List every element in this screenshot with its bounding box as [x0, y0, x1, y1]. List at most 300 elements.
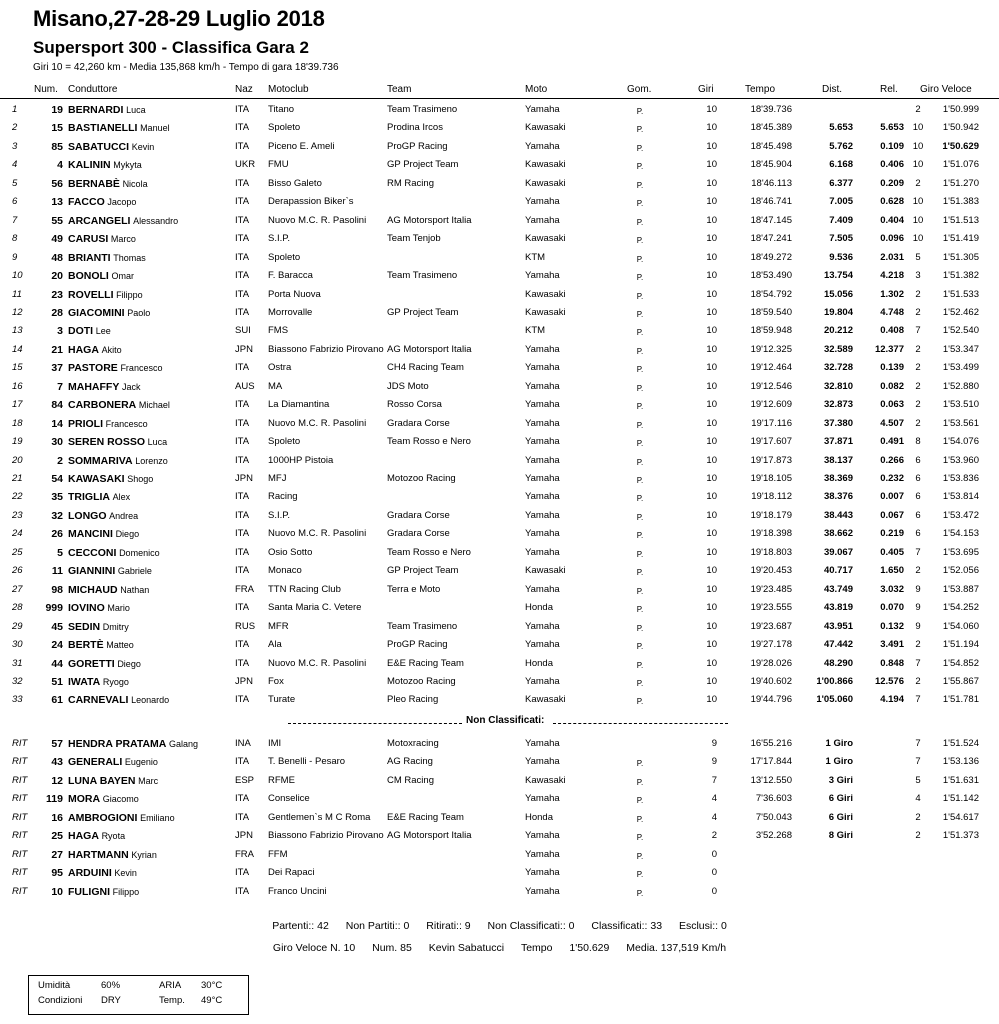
row-fastest-lap-number: 10: [912, 159, 924, 171]
row-laps: 10: [706, 436, 717, 448]
row-team: AG Racing: [387, 756, 433, 768]
weather-box: [28, 975, 249, 1015]
row-nation: ITA: [235, 436, 250, 448]
row-driver: [68, 156, 142, 176]
driver-surname: FULIGNI: [68, 885, 110, 898]
row-motoclub: Franco Uncini: [268, 885, 327, 897]
row-team: ProGP Racing: [387, 639, 448, 651]
row-tyre: P.: [636, 697, 644, 707]
driver-surname: SEREN ROSSO: [68, 436, 146, 449]
row-bike: Yamaha: [525, 546, 560, 558]
row-position: 32: [12, 675, 23, 687]
driver-first-name: Emiliano: [140, 812, 175, 823]
row-laps: 10: [706, 140, 717, 152]
row-motoclub: Biassono Fabrizio Pirovano: [268, 343, 384, 355]
row-motoclub: T. Benelli - Pesaro: [268, 756, 346, 768]
row-driver: [68, 193, 136, 213]
row-motoclub: Spoleto: [268, 436, 301, 448]
row-gap: 19.804: [823, 306, 853, 318]
row-position: 21: [12, 473, 23, 484]
row-fastest-lap-time: 1'53.136: [942, 756, 979, 768]
row-bike: Honda: [525, 657, 553, 669]
result-row: [0, 581, 999, 600]
row-fastest-lap-number: 5: [915, 774, 921, 786]
row-gap: 13.754: [823, 270, 853, 282]
row-nation: ITA: [235, 177, 250, 189]
row-number: 35: [51, 491, 63, 504]
row-team: Team Tenjob: [387, 233, 441, 245]
retired-row: [0, 883, 999, 902]
row-driver: [68, 230, 136, 250]
row-fastest-lap-number: 2: [915, 639, 921, 651]
row-number: 32: [51, 509, 63, 522]
row-team: Team Trasimeno: [387, 270, 458, 282]
row-number: 27: [51, 848, 63, 861]
row-team: Motoxracing: [387, 738, 439, 749]
col-gom: Gom.: [627, 84, 652, 95]
driver-surname: HENDRA PRATAMA: [68, 738, 167, 750]
row-position: RIT: [12, 738, 28, 749]
driver-surname: CECCONI: [68, 546, 117, 559]
result-row: [0, 304, 999, 323]
result-row: [0, 691, 999, 710]
row-time: 18'47.145: [750, 214, 792, 226]
row-tyre: P.: [636, 162, 644, 172]
result-row: [0, 341, 999, 360]
row-tyre: P.: [636, 796, 644, 806]
fastest-lap-tempo-label: Tempo: [520, 942, 553, 954]
row-team: AG Motorsport Italia: [387, 830, 472, 842]
result-row: [0, 470, 999, 489]
row-interval: 0.209: [880, 177, 904, 189]
result-row: [0, 673, 999, 692]
row-bike: Yamaha: [525, 380, 560, 392]
driver-surname: SEDIN: [68, 620, 101, 633]
row-gap: 1 Giro: [825, 738, 853, 749]
row-tyre: P.: [636, 346, 644, 356]
row-tyre: P.: [636, 180, 644, 190]
row-time: 19'12.609: [750, 399, 792, 411]
row-interval: 0.082: [880, 380, 904, 392]
row-motoclub: Gentlemen`s M C Roma: [268, 811, 371, 823]
row-gap: 7.005: [829, 196, 853, 208]
row-motoclub: Biassono Fabrizio Pirovano: [268, 830, 384, 842]
result-row: [0, 636, 999, 655]
row-fastest-lap-number: 7: [915, 657, 921, 669]
row-team: Gradara Corse: [387, 528, 450, 540]
row-driver: [68, 618, 129, 638]
row-interval: 0.491: [880, 436, 904, 448]
summary-counts: [0, 920, 999, 932]
row-fastest-lap-number: 8: [915, 436, 921, 448]
row-position: RIT: [12, 793, 28, 805]
conditions-value: DRY: [101, 995, 121, 1006]
row-interval: 1.650: [880, 565, 904, 577]
row-time: 18'54.792: [750, 288, 792, 300]
row-position: 19: [12, 436, 23, 448]
row-fastest-lap-time: 1'52.880: [942, 380, 979, 392]
row-number: 44: [51, 657, 63, 670]
row-time: 18'45.904: [750, 159, 792, 171]
row-position: RIT: [12, 756, 28, 768]
row-bike: Yamaha: [525, 436, 560, 448]
row-motoclub: FFM: [268, 848, 288, 860]
row-bike: Yamaha: [525, 885, 560, 897]
row-position: RIT: [12, 848, 28, 860]
fastest-lap-num: Num. 85: [372, 942, 412, 954]
row-fastest-lap-time: 1'51.373: [942, 830, 979, 842]
row-laps: 10: [706, 325, 717, 337]
row-fastest-lap-time: 1'52.540: [942, 325, 979, 337]
table-header: [0, 82, 999, 99]
row-number: 23: [51, 288, 63, 301]
row-laps: 2: [711, 830, 717, 842]
row-bike: Yamaha: [525, 417, 560, 429]
row-nation: ITA: [235, 756, 250, 768]
separator-label: Non Classificati:: [466, 715, 545, 726]
row-gap: 38.376: [823, 491, 853, 503]
row-motoclub: Conselice: [268, 793, 310, 805]
driver-surname: GIANNINI: [68, 565, 116, 578]
row-laps: 10: [706, 270, 717, 282]
driver-first-name: Jack: [121, 381, 141, 392]
row-time: 19'20.453: [750, 565, 792, 577]
air-value: 30°C: [201, 980, 223, 991]
row-bike: Yamaha: [525, 509, 560, 521]
row-team: Rosso Corsa: [387, 399, 442, 411]
row-tyre: P.: [636, 660, 644, 670]
row-tyre: [630, 735, 650, 737]
driver-first-name: Filippo: [112, 886, 140, 897]
driver-first-name: Lorenzo: [135, 455, 168, 466]
driver-surname: TRIGLIA: [68, 491, 110, 504]
row-laps: 7: [711, 774, 717, 786]
row-fastest-lap-number: 2: [915, 830, 921, 842]
driver-surname: ARDUINI: [68, 867, 112, 880]
row-bike: Yamaha: [525, 867, 560, 879]
row-team: ProGP Racing: [387, 140, 448, 152]
row-position: 1: [12, 104, 18, 115]
result-row: [0, 525, 999, 544]
row-fastest-lap-number: 2: [915, 675, 921, 687]
row-number: 11: [51, 565, 63, 578]
row-position: 25: [12, 546, 23, 558]
row-interval: 5.653: [880, 122, 904, 134]
row-interval: 4.748: [880, 306, 904, 318]
row-tyre: P.: [636, 365, 644, 375]
row-team: JDS Moto: [387, 380, 429, 392]
driver-surname: BERNARDI: [68, 104, 124, 116]
row-number: 84: [51, 399, 63, 412]
row-tyre: P.: [636, 402, 644, 412]
row-motoclub: Nuovo M.C. R. Pasolini: [268, 528, 367, 540]
row-position: 10: [12, 270, 23, 282]
result-row: [0, 452, 999, 471]
row-gap: 20.212: [823, 325, 853, 337]
row-team: RM Racing: [387, 177, 434, 189]
row-gap: 43.951: [823, 620, 853, 632]
row-interval: 12.576: [874, 675, 904, 687]
row-laps: 10: [706, 122, 717, 134]
row-time: 19'17.116: [751, 417, 792, 429]
row-position: 18: [12, 417, 23, 429]
row-number: 30: [51, 436, 63, 449]
retired-row: [0, 772, 999, 791]
row-driver: [68, 452, 168, 472]
row-number: 57: [51, 738, 63, 750]
row-gap: 43.749: [823, 583, 853, 595]
row-fastest-lap-number: 9: [915, 583, 921, 595]
row-interval: 0.406: [880, 159, 904, 171]
result-row: [0, 101, 999, 120]
row-interval: 12.377: [874, 343, 904, 355]
row-number: 95: [51, 867, 63, 880]
driver-surname: MANCINI: [68, 528, 113, 541]
row-driver: [68, 175, 148, 195]
row-driver: [68, 691, 169, 711]
row-laps: 0: [711, 885, 717, 897]
row-number: 2: [57, 454, 63, 467]
row-fastest-lap-time: 1'50.999: [942, 104, 979, 115]
humidity-value: 60%: [101, 980, 121, 991]
row-number: 49: [51, 233, 63, 246]
row-position: 24: [12, 528, 23, 540]
row-position: 2: [12, 122, 18, 134]
row-fastest-lap-number: 2: [915, 177, 921, 189]
row-motoclub: Derapassion Biker`s: [268, 196, 354, 208]
row-nation: JPN: [235, 343, 253, 355]
row-fastest-lap-time: 1'54.076: [942, 436, 979, 448]
driver-first-name: Leonardo: [131, 695, 170, 706]
row-position: 15: [12, 362, 23, 374]
row-position: 5: [12, 177, 18, 189]
row-gap: 37.380: [823, 417, 853, 429]
row-team: E&E Racing Team: [387, 657, 464, 669]
row-nation: ITA: [235, 399, 250, 411]
driver-surname: BERTÈ: [68, 639, 104, 652]
col-rel: Rel.: [880, 84, 898, 95]
result-row: [0, 322, 999, 341]
row-driver: [68, 864, 137, 884]
row-team: Motozoo Racing: [387, 473, 456, 484]
row-laps: 10: [706, 657, 717, 669]
row-time: 19'17.873: [750, 454, 792, 466]
row-fastest-lap-time: 1'54.617: [942, 811, 979, 823]
result-row: [0, 119, 999, 138]
row-fastest-lap-time: 1'51.419: [942, 233, 979, 245]
row-motoclub: Dei Rapaci: [268, 867, 315, 879]
row-number: 55: [51, 214, 63, 227]
driver-surname: GORETTI: [68, 657, 115, 670]
row-nation: ITA: [235, 811, 250, 823]
row-driver: [68, 488, 130, 508]
row-nation: INA: [235, 738, 251, 749]
row-laps: 10: [706, 491, 717, 503]
row-number: 21: [51, 343, 63, 356]
driver-surname: BRIANTI: [68, 251, 111, 264]
row-position: 26: [12, 565, 23, 577]
row-driver: [68, 415, 148, 435]
row-laps: 0: [711, 867, 717, 879]
row-fastest-lap-number: 2: [915, 104, 921, 115]
row-motoclub: Monaco: [268, 565, 302, 577]
driver-surname: MICHAUD: [68, 583, 118, 596]
row-driver: [68, 378, 140, 398]
row-driver: [68, 138, 154, 158]
driver-surname: HAGA: [68, 830, 99, 843]
row-time: 7'36.603: [755, 793, 792, 805]
row-nation: ITA: [235, 233, 250, 245]
row-nation: JPN: [235, 675, 253, 687]
row-number: 12: [51, 774, 63, 787]
row-driver: [68, 433, 167, 453]
row-fastest-lap-number: 2: [915, 306, 921, 318]
driver-first-name: Francesco: [120, 363, 163, 374]
row-fastest-lap-time: 1'53.347: [942, 343, 979, 355]
driver-first-name: Andrea: [109, 510, 139, 521]
row-fastest-lap-time: 1'51.631: [942, 774, 979, 786]
row-motoclub: MA: [268, 380, 283, 392]
row-interval: 0.139: [880, 362, 904, 374]
row-laps: 10: [706, 546, 717, 558]
row-motoclub: Fox: [268, 675, 284, 687]
row-gap: 1 Giro: [825, 756, 853, 768]
row-time: 19'12.464: [750, 362, 792, 374]
row-fastest-lap-time: 1'52.462: [942, 306, 979, 318]
row-tyre: P.: [636, 494, 644, 504]
driver-first-name: Luca: [147, 437, 168, 448]
row-fastest-lap-time: 1'55.867: [942, 675, 979, 687]
driver-surname: KAWASAKI: [68, 473, 125, 485]
driver-surname: IOVINO: [68, 602, 105, 615]
row-fastest-lap-number: 7: [915, 546, 921, 558]
row-gap: 32.589: [823, 343, 853, 355]
row-fastest-lap-number: 6: [915, 473, 921, 484]
row-time: 13'12.550: [750, 774, 792, 786]
driver-first-name: Domenico: [119, 547, 160, 558]
driver-first-name: Mario: [107, 603, 130, 614]
row-fastest-lap-number: 10: [912, 196, 924, 208]
track-temp-value: 49°C: [201, 995, 223, 1006]
row-nation: ITA: [235, 104, 250, 115]
driver-surname: ARCANGELI: [68, 214, 131, 227]
row-number: 54: [51, 473, 63, 485]
row-fastest-lap-time: 1'54.252: [942, 602, 979, 614]
row-laps: 10: [706, 639, 717, 651]
conditions-label: Condizioni: [38, 995, 83, 1006]
row-team: Prodina Ircos: [387, 122, 443, 134]
summary-partenti: Partenti:: 42: [272, 920, 329, 932]
row-laps: 10: [706, 417, 717, 429]
row-time: 19'18.179: [750, 509, 792, 521]
row-fastest-lap-time: 1'51.513: [942, 214, 979, 226]
row-motoclub: La Diamantina: [268, 399, 330, 411]
driver-first-name: Marc: [138, 775, 159, 786]
row-team: AG Motorsport Italia: [387, 343, 472, 355]
row-gap: 8 Giri: [828, 830, 853, 842]
row-team: Team Rosso e Nero: [387, 436, 471, 448]
driver-first-name: Omar: [111, 271, 134, 282]
row-bike: Yamaha: [525, 473, 560, 484]
driver-surname: GENERALI: [68, 756, 123, 769]
row-gap: 38.369: [823, 473, 853, 484]
row-number: 15: [51, 122, 63, 135]
row-gap: 37.871: [823, 436, 853, 448]
retired-row: [0, 827, 999, 846]
row-position: RIT: [12, 830, 28, 842]
row-fastest-lap-time: 1'53.887: [942, 583, 979, 595]
row-fastest-lap-time: 1'54.852: [942, 657, 979, 669]
row-gap: 1'00.866: [816, 675, 853, 687]
row-position: RIT: [12, 811, 28, 823]
row-time: 19'18.112: [751, 491, 792, 503]
row-motoclub: S.I.P.: [268, 509, 291, 521]
row-nation: ITA: [235, 122, 250, 134]
row-gap: 6.168: [829, 159, 853, 171]
row-time: 18'45.389: [750, 122, 792, 134]
summary-non-classificati: Non Classificati:: 0: [487, 920, 575, 932]
fastest-lap-media: Media. 137,519 Km/h: [626, 942, 727, 954]
row-gap: 5.653: [829, 122, 853, 134]
row-position: 20: [12, 454, 23, 466]
driver-surname: LUNA BAYEN: [68, 774, 136, 787]
row-number: 13: [51, 196, 63, 209]
row-interval: 0.007: [880, 491, 904, 503]
row-bike: KTM: [525, 251, 546, 263]
row-nation: SUI: [235, 325, 251, 337]
row-driver: [68, 507, 138, 527]
row-number: 56: [51, 177, 63, 190]
row-bike: Honda: [525, 811, 553, 823]
result-row: [0, 544, 999, 563]
row-tyre: P.: [636, 549, 644, 559]
driver-first-name: Marco: [110, 234, 136, 245]
row-bike: KTM: [525, 325, 546, 337]
result-row: [0, 249, 999, 268]
row-position: 23: [12, 509, 23, 521]
row-laps: 10: [706, 565, 717, 577]
result-row: [0, 378, 999, 397]
row-tyre: P.: [636, 291, 644, 301]
row-time: 18'49.272: [750, 251, 792, 263]
result-row: [0, 212, 999, 231]
row-tyre: P.: [636, 273, 644, 283]
row-nation: ITA: [235, 362, 250, 374]
row-gap: 7.505: [829, 233, 853, 245]
row-nation: ITA: [235, 140, 250, 152]
row-fastest-lap-time: 1'51.142: [942, 793, 979, 805]
result-row: [0, 359, 999, 378]
row-tyre: P.: [636, 568, 644, 578]
driver-surname: BONOLI: [68, 270, 109, 283]
row-bike: Yamaha: [525, 583, 560, 595]
row-time: 18'45.498: [750, 140, 792, 152]
row-interval: 0.109: [880, 140, 904, 152]
row-position: 4: [12, 159, 18, 171]
row-driver: [68, 101, 146, 121]
row-bike: Yamaha: [525, 343, 560, 355]
row-tyre: P.: [636, 143, 644, 153]
row-motoclub: Porta Nuova: [268, 288, 321, 300]
col-club: Motoclub: [268, 84, 309, 95]
row-motoclub: FMS: [268, 325, 289, 337]
row-nation: ITA: [235, 694, 250, 706]
row-interval: 3.491: [880, 639, 904, 651]
driver-surname: BASTIANELLI: [68, 122, 138, 135]
row-number: 5: [57, 546, 63, 559]
row-time: 19'44.796: [750, 694, 792, 706]
row-fastest-lap-number: 9: [915, 602, 921, 614]
